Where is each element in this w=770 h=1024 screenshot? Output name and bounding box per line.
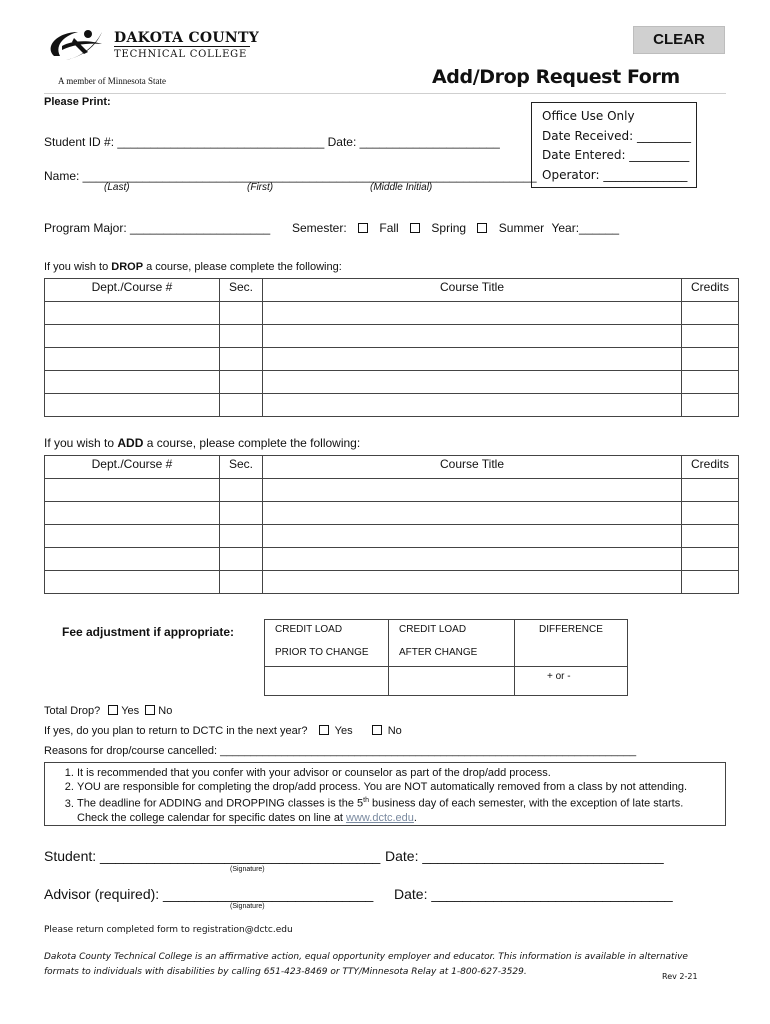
col-sec: Sec.: [220, 279, 263, 302]
note-2: 2. YOU are responsible for completing the drop/add process. You are NOT automatically removed from a class by not attending.: [77, 780, 725, 794]
table-row[interactable]: [45, 302, 739, 325]
return-question-label: If yes, do you plan to return to DCTC in the next year?: [44, 725, 308, 737]
spring-label: Spring: [431, 221, 467, 235]
table-row[interactable]: [45, 394, 739, 417]
advisor-signature-field[interactable]: Advisor (required): ___________________________: [44, 886, 374, 902]
return-no-checkbox[interactable]: [372, 725, 382, 735]
total-drop-yes-label: Yes: [121, 705, 140, 717]
eeo-statement: [44, 950, 714, 980]
note-3b-post: .: [413, 811, 417, 824]
credit-load-prior-input[interactable]: [265, 667, 389, 696]
college-logo: [44, 26, 264, 72]
table-row[interactable]: [45, 479, 739, 502]
return-yes-checkbox[interactable]: [319, 725, 329, 735]
drop-course-table: [44, 278, 739, 417]
note-3b-pre: Check the college calendar for specific dates on line at: [77, 811, 347, 824]
total-drop-no-label: No: [158, 705, 173, 717]
eeo-line-2: formats to individuals with disabilities by calling 651-423-8469 or TTY/Minnesota Relay at 1-800-627-3529.: [44, 967, 527, 977]
table-row[interactable]: [45, 371, 739, 394]
please-print-label: Please Print:: [44, 96, 111, 108]
drop-table-header: [45, 279, 739, 302]
name-middle-caption: (Middle Initial): [370, 182, 433, 193]
add-course-table: [44, 455, 739, 594]
credit-load-prior-label: CREDIT LOAD: [275, 624, 343, 635]
after-change-label: AFTER CHANGE: [399, 647, 478, 658]
table-row[interactable]: [45, 325, 739, 348]
drop-intro-bold: DROP: [111, 261, 144, 273]
fee-adjustment-label: Fee adjustment if appropriate:: [62, 625, 235, 639]
note-1: 1. It is recommended that you confer with your advisor or counselor as part of the drop/add process.: [77, 766, 725, 780]
add-intro: [44, 436, 360, 450]
summer-checkbox[interactable]: [477, 223, 487, 233]
table-row[interactable]: [45, 502, 739, 525]
fall-checkbox[interactable]: [358, 223, 368, 233]
drop-intro: [44, 261, 342, 273]
note-3-pre: The deadline for ADDING and DROPPING classes is the 5: [77, 797, 364, 810]
credit-load-after-input[interactable]: [389, 667, 515, 696]
add-intro-post: a course, please complete the following:: [143, 436, 361, 450]
total-drop-yes-checkbox[interactable]: [108, 705, 118, 715]
credit-load-prior-cell: [265, 620, 389, 667]
dctc-website-link[interactable]: www.dctc.edu: [346, 811, 414, 824]
member-tagline: A member of Minnesota State: [58, 76, 166, 86]
total-drop-label: Total Drop?: [44, 705, 101, 717]
difference-label: DIFFERENCE: [539, 624, 603, 635]
office-use-heading: Office Use Only: [542, 109, 635, 123]
name-field[interactable]: Name: ____________________________________________________________________: [44, 169, 537, 183]
col-credits: Credits: [682, 456, 739, 479]
col-sec: Sec.: [220, 456, 263, 479]
return-yes-label: Yes: [334, 725, 353, 737]
office-use-box: [531, 102, 697, 188]
add-table-header: [45, 456, 739, 479]
name-first-caption: (First): [247, 182, 274, 193]
form-title: Add/Drop Request Form: [432, 66, 680, 88]
office-operator: Operator: ______________: [542, 167, 688, 182]
add-intro-pre: If you wish to: [44, 436, 118, 450]
table-row[interactable]: [45, 571, 739, 594]
advisor-date-field[interactable]: Date: _______________________________: [394, 886, 673, 902]
student-signature-field[interactable]: Student: ____________________________________: [44, 848, 381, 864]
note-3-sup: th: [363, 797, 369, 804]
logo-subname: TECHNICAL COLLEGE: [114, 49, 248, 60]
eeo-line-1: Dakota County Technical College is an affirmative action, equal opportunity employer and educator. This information is available in alternative: [44, 952, 688, 962]
note-3-post: business day of each semester, with the exception of late starts.: [368, 797, 684, 810]
table-row[interactable]: [45, 548, 739, 571]
office-date-entered: Date Entered: __________: [542, 148, 690, 162]
notes-box: [44, 762, 726, 826]
fee-table: [264, 619, 628, 696]
table-row[interactable]: [45, 348, 739, 371]
credit-load-after-label: CREDIT LOAD: [399, 624, 467, 635]
semester-label: Semester:: [292, 221, 347, 235]
drop-intro-pre: If you wish to: [44, 261, 112, 273]
clear-button[interactable]: CLEAR: [633, 26, 725, 54]
prior-to-change-label: PRIOR TO CHANGE: [275, 647, 369, 658]
student-date-field[interactable]: Date: _______________________________: [385, 848, 664, 864]
office-date-received: Date Received: _________: [542, 128, 691, 143]
reasons-field[interactable]: Reasons for drop/course cancelled: ____________________________________________________________________: [44, 745, 637, 757]
difference-cell: [515, 620, 628, 667]
difference-input[interactable]: [515, 667, 628, 696]
program-major-field[interactable]: Program Major: _____________________: [44, 221, 271, 235]
name-last-caption: (Last): [104, 182, 130, 193]
col-dept-course: Dept./Course #: [45, 279, 220, 302]
note-3: [77, 794, 725, 825]
year-field[interactable]: Year:______: [551, 221, 620, 235]
col-course-title: Course Title: [263, 279, 682, 302]
plus-or-minus-label: + or -: [547, 671, 571, 682]
total-drop-row: [44, 705, 172, 717]
logo-divider: [114, 46, 250, 47]
header-rule: [44, 93, 726, 94]
swoosh-logo-icon: [44, 26, 108, 66]
return-no-label: No: [387, 725, 402, 737]
student-id-date-field[interactable]: Student ID #: _______________________________ Date: _____________________: [44, 135, 500, 149]
return-instructions: Please return completed form to registration@dctc.edu: [44, 925, 293, 935]
col-course-title: Course Title: [263, 456, 682, 479]
spring-checkbox[interactable]: [410, 223, 420, 233]
revision-label: Rev 2-21: [662, 972, 698, 981]
col-dept-course: Dept./Course #: [45, 456, 220, 479]
semester-row: [292, 221, 619, 235]
fall-label: Fall: [379, 221, 399, 235]
table-row[interactable]: [45, 525, 739, 548]
add-intro-bold: ADD: [117, 436, 144, 450]
advisor-signature-caption: (Signature): [230, 903, 265, 910]
student-signature-caption: (Signature): [230, 866, 265, 873]
return-question-row: [44, 725, 402, 737]
drop-intro-post: a course, please complete the following:: [143, 261, 342, 273]
logo-name: DAKOTA COUNTY: [114, 30, 260, 46]
col-credits: Credits: [682, 279, 739, 302]
credit-load-after-cell: [389, 620, 515, 667]
total-drop-no-checkbox[interactable]: [145, 705, 155, 715]
summer-label: Summer: [498, 221, 545, 235]
